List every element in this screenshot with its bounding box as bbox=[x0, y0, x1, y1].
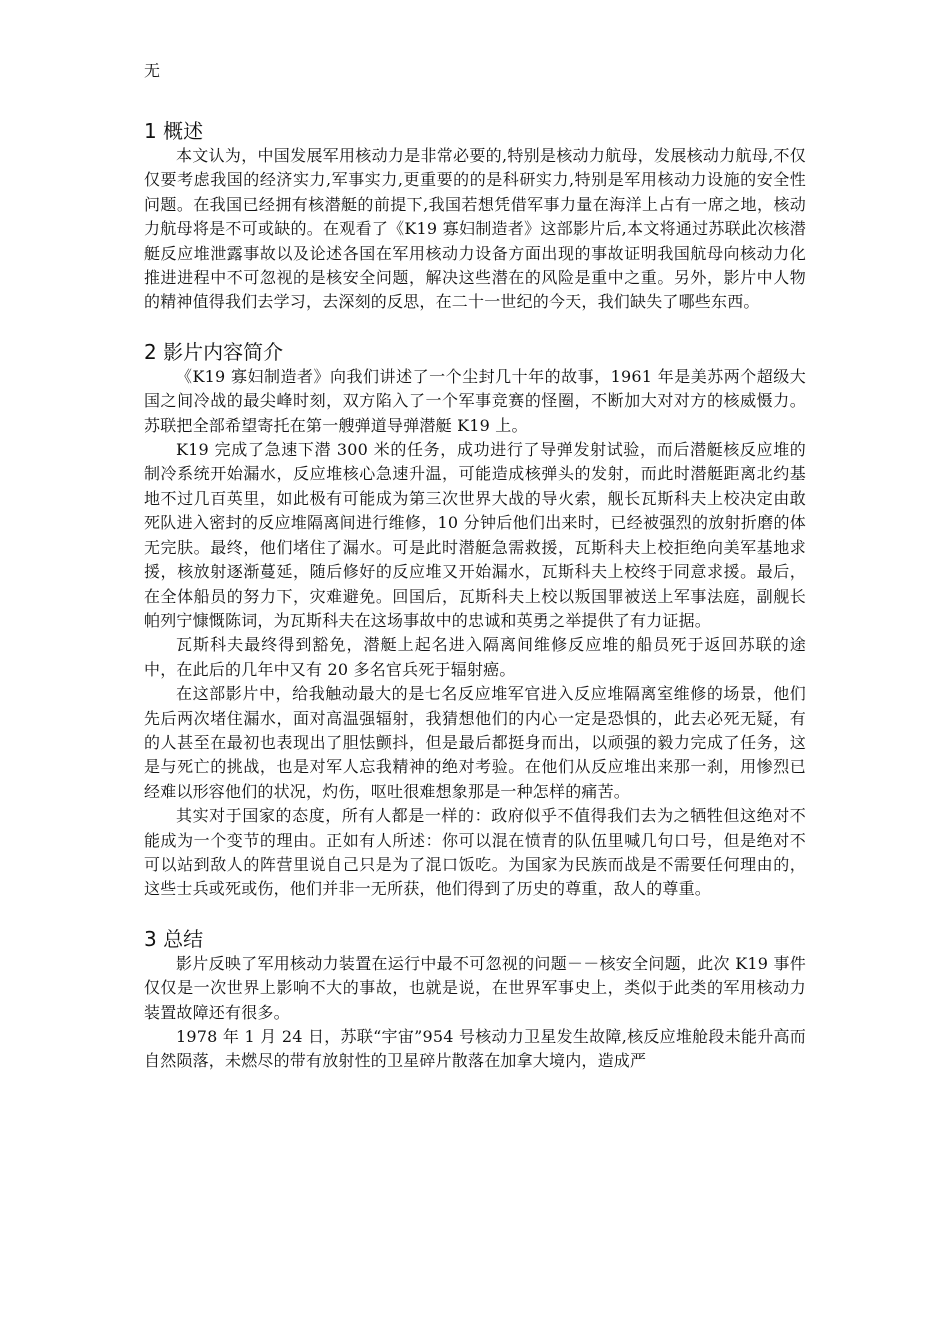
paragraph: 在这部影片中，给我触动最大的是七名反应堆军官进入反应堆隔离室维修的场景，他们先后两次堵住漏水，面对高温强辐射，我猜想他们的内心一定是恐惧的，此去必死无疑，有的人甚至在最初也表现出了胆怯颤抖，但是最后都挺身而出，以顽强的毅力完成了任务，这是与死亡的挑战，也是对军人忘我精神的绝对考验。在他们从反应堆出来那一刹，用惨烈已经难以形容他们的状况，灼伤，呕吐很难想象那是一种怎样的痛苦。 bbox=[144, 684, 806, 801]
paragraph: 影片反映了军用核动力装置在运行中最不可忽视的问题－－核安全问题，此次 K19 事件仅仅是一次世界上影响不大的事故，也就是说，在世界军事史上，类似于此类的军用核动力装置故障还有很多。 bbox=[144, 953, 806, 1022]
paragraph: K19 完成了急速下潜 300 米的任务，成功进行了导弹发射试验，而后潜艇核反应堆的制冷系统开始漏水，反应堆核心急速升温，可能造成核弹头的发射，而此时潜艇距离北约基地不过几百英里，如此极有可能成为第三次世界大战的导火索，舰长瓦斯科夫上校决定由敢死队进入密封的反应堆隔离间进行维修，10 分钟后他们出来时，已经被强烈的放射折磨的体无完肤。最终，他们堵住了漏水。可是此时潜艇急需救援，瓦斯科夫上校拒绝向美军基地求援，核放射逐渐蔓延，随后修好的反应堆又开始漏水，瓦斯科夫上校终于同意求援。最后，在全体船员的努力下，灾难避免。回国后，瓦斯科夫上校以叛国罪被送上军事法庭，副舰长帕列宁慷慨陈词，为瓦斯科夫在这场事故中的忠诚和英勇之举提供了有力证据。 bbox=[144, 440, 806, 630]
paragraph: 1978 年 1 月 24 日，苏联“宇宙”954 号核动力卫星发生故障,核反应堆舱段未能升高而自然陨落，未燃尽的带有放射性的卫星碎片散落在加拿大境内，造成严 bbox=[144, 1027, 806, 1071]
paragraph: 其实对于国家的态度，所有人都是一样的：政府似乎不值得我们去为之牺牲但这绝对不能成为一个变节的理由。正如有人所述：你可以混在愤青的队伍里喊几句口号，但是绝对不可以站到敌人的阵营里说自己只是为了混口饭吃。为国家为民族而战是不需要任何理由的，这些士兵或死或伤，他们并非一无所获，他们得到了历史的尊重，敌人的尊重。 bbox=[144, 806, 806, 899]
paragraph: 本文认为，中国发展军用核动力是非常必要的,特别是核动力航母，发展核动力航母,不仅仅要考虑我国的经济实力,军事实力,更重要的的是科研实力,特别是军用核动力设施的安全性问题。在我国已经拥有核潜艇的前提下,我国若想凭借军事力量在海洋上占有一席之地，核动力航母将是不可或缺的。在观看了《K19 寡妇制造者》这部影片后,本文将通过苏联此次核潜艇反应堆泄露事故以及论述各国在军用核动力设备方面出现的事故证明我国航母向核动力化推进进程中不可忽视的是核安全问题，解决这些潜在的风险是重中之重。另外，影片中人物的精神值得我们去学习，去深刻的反思，在二十一世纪的今天，我们缺失了哪些东西。 bbox=[144, 146, 806, 312]
section-overview bbox=[144, 118, 806, 315]
paragraph: 《K19 寡妇制造者》向我们讲述了一个尘封几十年的故事，1961 年是美苏两个超级大国之间冷战的最尖峰时刻，双方陷入了一个军事竞赛的怪圈，不断加大对对方的核威慑力。苏联把全部希望寄托在第一艘弹道导弹潜艇 K19 上。 bbox=[144, 366, 806, 435]
header-mark: 无 bbox=[144, 61, 161, 80]
section-heading: 1 概述 bbox=[144, 119, 204, 143]
document-page bbox=[144, 60, 806, 1098]
paragraph: 瓦斯科夫最终得到豁免，潜艇上起名进入隔离间维修反应堆的船员死于返回苏联的途中，在此后的几年中又有 20 多名官兵死于辐射癌。 bbox=[144, 635, 806, 679]
section-conclusion bbox=[144, 926, 806, 1074]
section-heading: 2 影片内容简介 bbox=[144, 339, 284, 364]
section-heading: 3 总结 bbox=[144, 926, 204, 951]
section-film-summary bbox=[144, 339, 806, 902]
